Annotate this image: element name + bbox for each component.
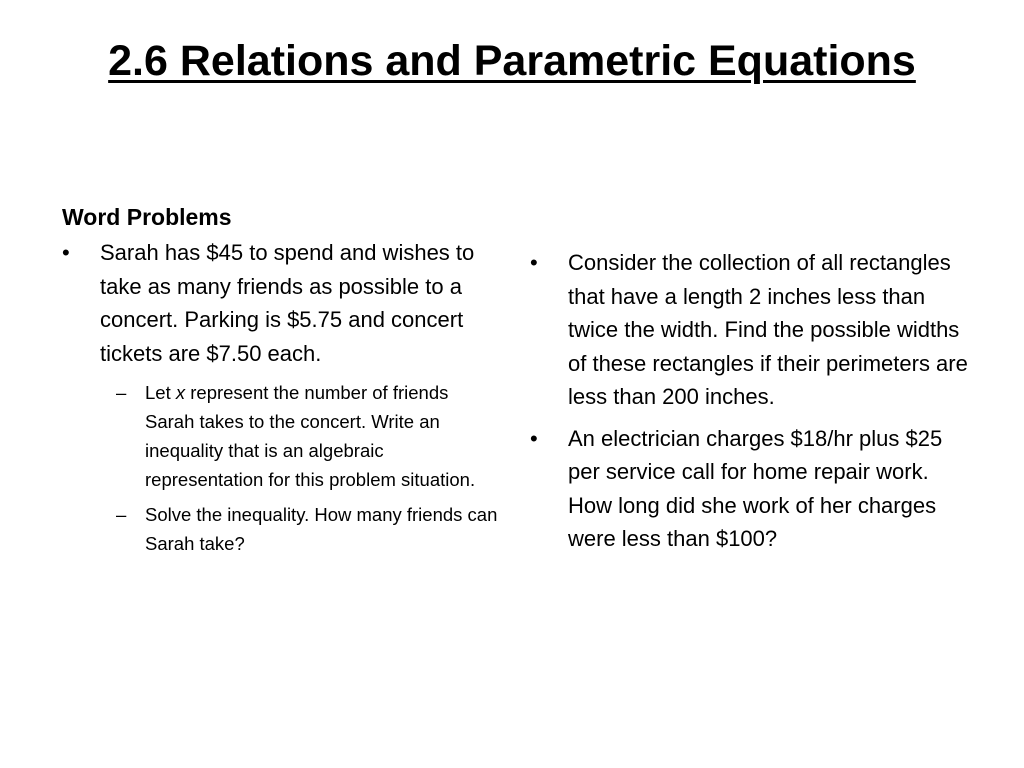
- variable-x: x: [175, 382, 186, 403]
- bullet-marker: •: [62, 240, 70, 265]
- bullet-item-electrician: [530, 422, 970, 556]
- bullet-item-sarah: [62, 236, 502, 370]
- bullet-text: An electrician charges $18/hr plus $25 per service call for home repair work. How long did she work of her charges were less than $100?: [568, 425, 943, 551]
- sub-text-rest: represent the number of friends Sarah takes to the concert. Write an inequality that is an algebraic representation for this problem situation.: [145, 382, 476, 490]
- bullet-text: Sarah has $45 to spend and wishes to take as many friends as possible to a concert. Parking is $5.75 and concert tickets are $7.50 each.: [100, 240, 475, 366]
- bullet-item-rectangles: [530, 246, 970, 414]
- bullet-marker: •: [530, 250, 538, 275]
- sub-item-inequality: [62, 378, 502, 494]
- right-column: [530, 246, 970, 564]
- section-heading: Word Problems: [62, 204, 232, 230]
- slide-title-text: 2.6 Relations and Parametric Equations: [108, 37, 916, 85]
- sub-text-prefix: Let: [145, 382, 176, 403]
- dash-marker: –: [116, 382, 127, 403]
- bullet-marker: •: [530, 425, 538, 451]
- sub-item-solve: [62, 500, 502, 558]
- bullet-text: Consider the collection of all rectangles that have a length 2 inches less than twice the width. Find the possible widths of these rectangles if their perimeters are less than 200 inches.: [568, 250, 968, 409]
- dash-marker: –: [116, 504, 127, 525]
- left-column: [62, 200, 502, 564]
- slide-title: [60, 32, 964, 90]
- sub-text: Solve the inequality. How many friends can Sarah take?: [145, 504, 498, 554]
